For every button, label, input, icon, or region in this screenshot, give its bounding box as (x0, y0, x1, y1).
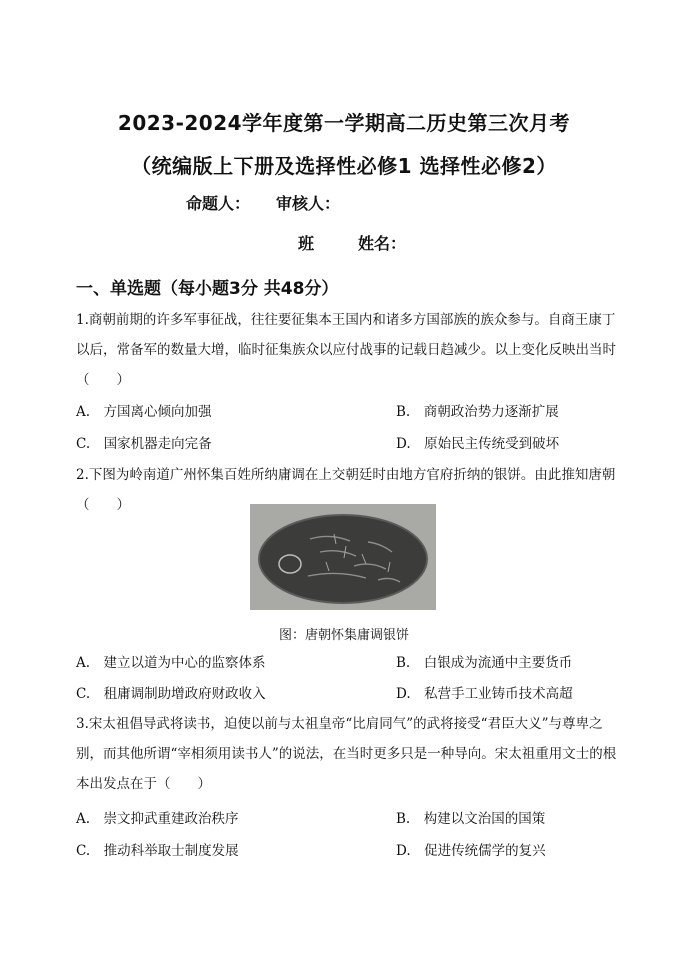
figure-caption: 图：唐朝怀集庸调银饼 (278, 628, 409, 643)
question-1-stem: 1.商朝前期的许多军事征战，往往要征集本王国内和诸多方国部族的族众参与。自商王康丁以后，常备军的数量大增，临时征集族众以应付战事的记载日趋减少。以上变化反映出当时（ ） (76, 312, 616, 388)
question-2-option-b[interactable]: B. 白银成为流通中主要货币 (396, 655, 573, 671)
exam-title: 2023-2024学年度第一学期高二历史第三次月考 (117, 111, 571, 135)
silver-cake-image (250, 504, 436, 610)
question-3-stem: 3.宋太祖倡导武将读书，迫使以前与太祖皇帝“比肩同气”的武将接受“君臣大义”与尊卑之别，而其他所谓“宰相须用读书人”的说法，在当时更多只是一种导向。宋太祖重用文士的根本出发点在于（ ） (76, 716, 617, 792)
question-3-option-c[interactable]: C. 推动科举取士制度发展 (76, 843, 239, 859)
name-label: 姓名： (358, 234, 407, 253)
question-1-option-a[interactable]: A. 方国离心倾向加强 (76, 404, 212, 420)
question-2-option-c[interactable]: C. 租庸调制助增政府财政收入 (76, 686, 266, 702)
class-label: 班 (298, 234, 315, 253)
reviewer-label: 审核人： (276, 194, 341, 213)
section-heading: 一、单选题（每小题3分 共48分） (76, 279, 339, 299)
silver-cake-illustration (250, 504, 436, 610)
question-2-option-d[interactable]: D. 私营手工业铸币技术高超 (396, 686, 573, 702)
exam-subtitle: （统编版上下册及选择性必修1 选择性必修2） (131, 154, 557, 178)
author-label: 命题人： (186, 194, 251, 213)
question-3-option-a[interactable]: A. 崇文抑武重建政治秩序 (76, 811, 239, 827)
question-1-option-c[interactable]: C. 国家机器走向完备 (76, 436, 212, 452)
question-2-stem: 2.下图为岭南道广州怀集百姓所纳庸调在上交朝廷时由地方官府折纳的银饼。由此推知唐朝（ ） (76, 467, 616, 513)
question-2-option-a[interactable]: A. 建立以道为中心的监察体系 (76, 655, 266, 671)
question-1-option-b[interactable]: B. 商朝政治势力逐渐扩展 (396, 404, 559, 420)
question-3-option-b[interactable]: B. 构建以文治国的国策 (396, 811, 546, 827)
question-3-option-d[interactable]: D. 促进传统儒学的复兴 (396, 843, 546, 859)
question-1-option-d[interactable]: D. 原始民主传统受到破坏 (396, 436, 560, 452)
